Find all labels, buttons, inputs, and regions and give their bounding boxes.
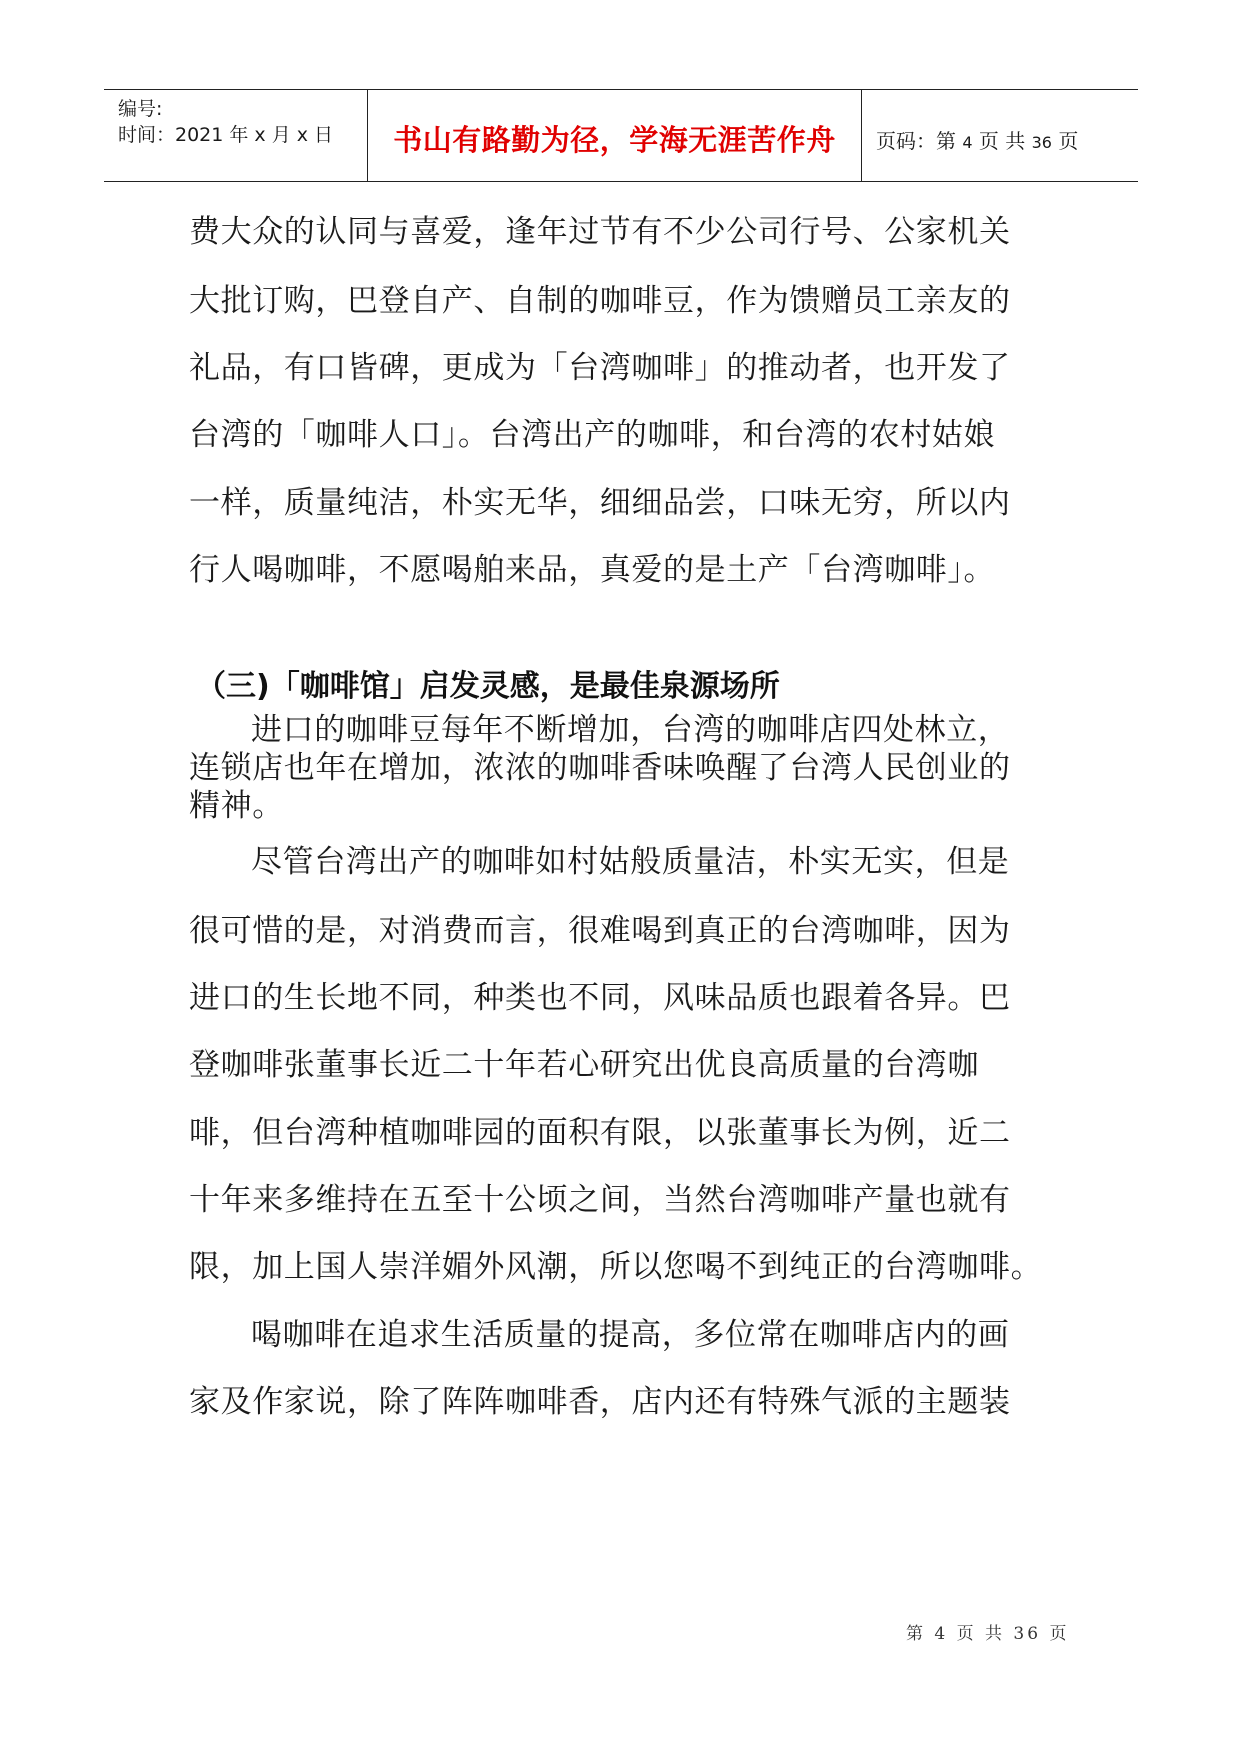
- page-current-number: 4: [962, 133, 973, 152]
- paragraph-line: 一样，质量纯洁，朴实无华，细细品尝，口味无穷，所以内: [189, 485, 1011, 521]
- header-page-indicator: [876, 125, 1078, 154]
- paragraph-line: 尽管台湾出产的咖啡如村姑般质量洁，朴实无实，但是: [251, 844, 1010, 880]
- document-time-label: 时间：2021 年 x 月 x 日: [118, 124, 334, 146]
- header-motto: 书山有路勤为径，学海无涯苦作舟: [393, 123, 836, 157]
- page-label-prefix: 页码：第: [876, 129, 963, 153]
- paragraph-line: 连锁店也年在增加，浓浓的咖啡香味唤醒了台湾人民创业的: [189, 750, 1011, 786]
- paragraph-line: 很可惜的是，对消费而言，很难喝到真正的台湾咖啡，因为: [189, 913, 1011, 949]
- page-total-number: 36: [1031, 133, 1052, 152]
- paragraph-line: 家及作家说，除了阵阵咖啡香，店内还有特殊气派的主题装: [189, 1384, 1011, 1420]
- paragraph-line: 礼品，有口皆碑，更成为「台湾咖啡」的推动者，也开发了: [189, 350, 1011, 386]
- header-middle-cell: [368, 90, 862, 181]
- header-right-cell: [862, 90, 1138, 181]
- paragraph-line: 行人喝咖啡，不愿喝舶来品，真爱的是土产「台湾咖啡」。: [189, 552, 996, 588]
- paragraph-line: 台湾的「咖啡人口」。台湾出产的咖啡，和台湾的农村姑娘: [189, 417, 996, 453]
- paragraph-line: 登咖啡张董事长近二十年若心研究出优良高质量的台湾咖: [189, 1047, 979, 1083]
- header-left-cell: [104, 90, 368, 181]
- page-footer: 第 4 页 共 36 页: [906, 1624, 1070, 1644]
- paragraph-line: 喝咖啡在追求生活质量的提高，多位常在咖啡店内的画: [251, 1317, 1010, 1353]
- paragraph-line: 精神。: [189, 788, 284, 824]
- paragraph-line: 进口的咖啡豆每年不断增加，台湾的咖啡店四处林立，: [251, 712, 1010, 748]
- paragraph-line: 限，加上国人崇洋媚外风潮，所以您喝不到纯正的台湾咖啡。: [189, 1249, 1043, 1285]
- paragraph-line: 费大众的认同与喜爱，逢年过节有不少公司行号、公家机关: [189, 214, 1011, 250]
- paragraph-line: 啡，但台湾种植咖啡园的面积有限，以张董事长为例，近二: [189, 1115, 1011, 1151]
- paragraph-line: 进口的生长地不同，种类也不同，风味品质也跟着各异。巴: [189, 980, 1011, 1016]
- paragraph-line: 大批订购，巴登自产、自制的咖啡豆，作为馈赠员工亲友的: [189, 283, 1011, 319]
- page-header: [104, 89, 1138, 182]
- section-heading: （三)「咖啡馆」启发灵感，是最佳泉源场所: [196, 669, 780, 704]
- page-label-mid: 页 共: [972, 129, 1032, 153]
- document-number-label: 编号:: [118, 98, 163, 120]
- page-label-suffix: 页: [1051, 129, 1079, 153]
- paragraph-line: 十年来多维持在五至十公顷之间，当然台湾咖啡产量也就有: [189, 1182, 1011, 1218]
